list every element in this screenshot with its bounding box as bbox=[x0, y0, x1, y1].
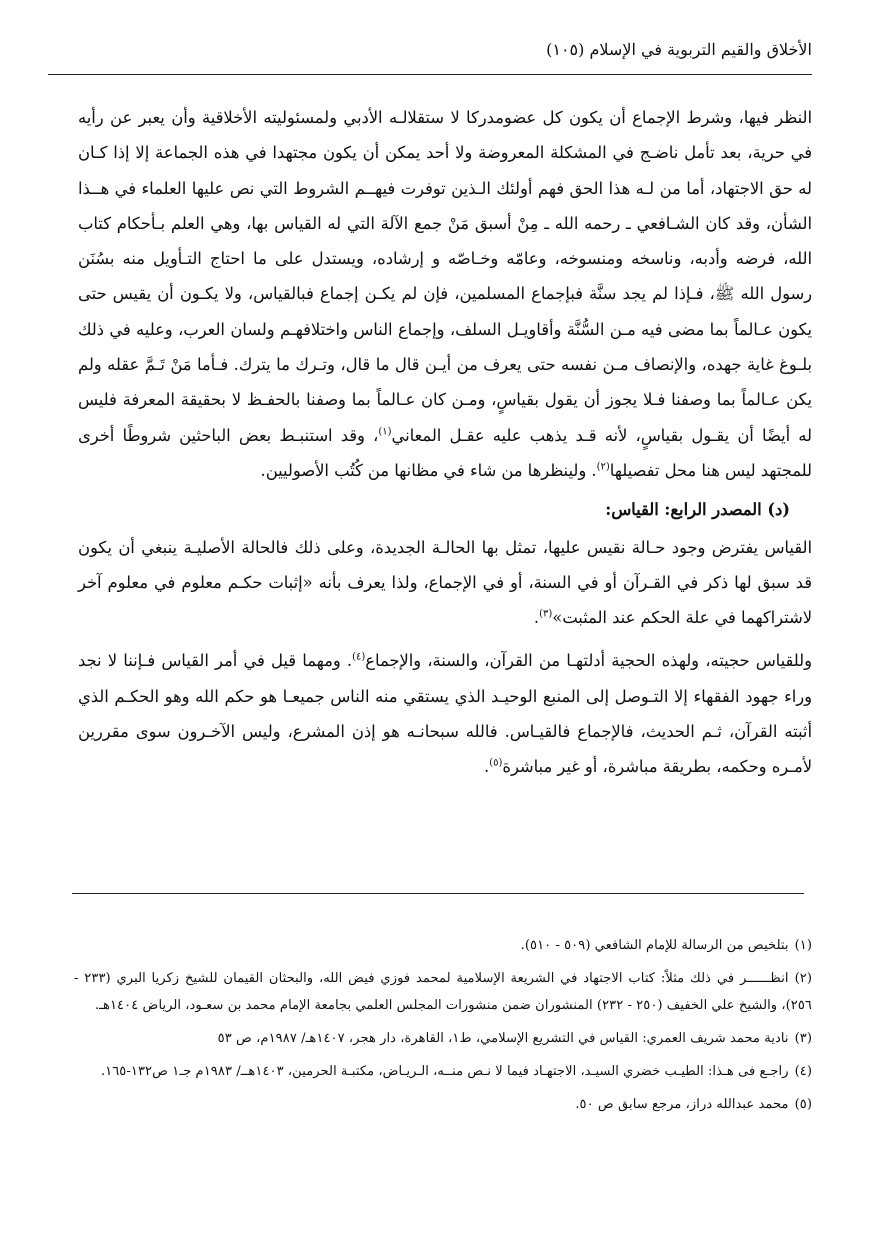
paragraph-1-text: النظر فيها، وشرط الإجماع أن يكون كل عضومدركا لا ستقلالـه الأدبي ولمسئوليته الأخلاقية وأن يعبر عن رأيه في حرية، بعد تأمل ناضـج في المشكلة المعروضة ولا أحد يمكن أن يكون مجتهدا في هذه الجماعة إلا إذا كـان له حق الاجتهاد، أما من لـه هذا الحق فهم أولئك الـذين توفرت فيهــم الشروط التي نص عليها العلماء في هــذا الشأن، وقد كان الشـافعي ـ رحمه الله ـ مِنْ أسبق مَنْ جمع الآلة التي له القياس بها، وهي العلم بـأحكام كتاب الله، فرضه وأدبه، وناسخه ومنسوخه، وعامّه وخـاصّه و إرشاده، ويستدل على ما احتاج التـأويل منه بسُنَن رسول الله ﷺ، فـإذا لم يجد سنَّة فبإجماع المسلمين، فإن لم يكـن إجماع فبالقياس، ولا يكـون أن يقيس حتى يكون عـالماً بما مضى فيه مـن السُّنَّة وأقاويـل السلف، وإجماع الناس واختلافهـم ولسان العرب، وعليه في ذلك بلـوغ غاية جهده، والإنصاف مـن نفسه حتى يعرف من أيـن قال ما قال، وتـرك ما يترك. فـأما مَنْ تَـمَّ عقله ولم يكن عـالماً بما وصفنا فـلا يجوز أن يقول بقياسٍ، ومـن كان عـالماً بما وصفنا بالحفـظ لا بحقيقة المعرفة فليس له أيضًا أن يقـول بقياسٍ، لأنه قـد يذهب عليه عقـل المعاني bbox=[78, 108, 812, 445]
footnote-4 bbox=[74, 1058, 812, 1085]
footnote-2 bbox=[74, 965, 812, 1019]
footnote-number: (٥) bbox=[794, 1097, 812, 1112]
footnote-ref-1[interactable]: (١) bbox=[378, 426, 392, 438]
footnote-5 bbox=[74, 1091, 812, 1118]
page-header bbox=[48, 40, 812, 68]
footnote-number: (٤) bbox=[794, 1064, 812, 1079]
paragraph-3-text: وللقياس حجيته، ولهذه الحجية أدلتهـا من القرآن، والسنة، والإجماع bbox=[365, 651, 812, 671]
paragraph-1-continuation: ، وقد استنبـط بعض الباحثين شروطًا أخرى للمجتهد ليس هنا محل تفصيلها bbox=[78, 425, 812, 480]
footnote-separator bbox=[72, 893, 804, 894]
footnote-text: محمد عبدالله دراز، مرجع سابق ص ٥٠. bbox=[575, 1097, 789, 1112]
paragraph-1-end: . ولينظرها من شاء في مظانها من كُتُب الأصوليين. bbox=[260, 460, 597, 480]
paragraph-2 bbox=[78, 530, 812, 636]
footnote-text: راجـع فى هـذا: الطيـب خضري السيـد، الاجتهـاد فيما لا نـص منــه، الـريـاض، مكتبـة الحرمين، ١٤٠٣هــ/ ١٩٨٣م جـ١ ص١٣٢-١٦٥. bbox=[100, 1064, 789, 1079]
section-heading: (د) المصدر الرابع: القياس: bbox=[605, 500, 790, 520]
footnote-ref-5[interactable]: (٥) bbox=[489, 757, 503, 769]
footnotes bbox=[74, 932, 812, 1124]
paragraph-2-text: القياس يفترض وجود حـالة نقيس عليها، تمثل بها الحالـة الجديدة، وعلى ذلك فالحالة الأصليـة ينبغي أن يكون قد سبق لها ذكر في القـرآن أو في السنة، أو في الإجماع، ولذا يعرف بأنه «إثبات حكـم معلوم في معلوم آخر لاشتراكهما في علة الحكم عند المثبت» bbox=[78, 537, 812, 628]
paragraph-3 bbox=[78, 643, 812, 784]
footnote-number: (٣) bbox=[794, 1031, 812, 1046]
paragraph-1 bbox=[78, 100, 812, 488]
paragraph-3-continuation: . ومهما قيل في أمر القياس فـإننا لا نجد وراء جهود الفقهاء إلا التـوصل إلى المنبع الوحيـد الذي يستقي منه الناس جميعـا هو حكم الله وهو الحكـم الذي أثبته القرآن، ثـم الحديث، فالإجماع فالقيـاس. فالله سبحانـه هو إذن المشرع، وليس الآخـرون سوى مقررين لأمـره وحكمه، بطريقة مباشرة، أو غير مباشرة bbox=[78, 651, 812, 777]
paragraph-2-end: . bbox=[533, 608, 540, 628]
footnote-text: نادية محمد شريف العمري: القياس في التشريع الإسلامي، ط١، القاهرة، دار هجر، ١٤٠٧هـ/ ١٩٨٧م، ص ٥٣ bbox=[217, 1031, 789, 1046]
footnote-number: (٢) bbox=[794, 971, 812, 986]
paragraph-3-end: . bbox=[484, 757, 490, 777]
main-text bbox=[78, 100, 812, 785]
footnote-1 bbox=[74, 932, 812, 959]
footnote-number: (١) bbox=[794, 938, 812, 953]
header-rule bbox=[48, 74, 812, 75]
footnote-text: انظــــــر في ذلك مثلاً: كتاب الاجتهاد في الشريعة الإسلامية لمحمد فوزي فيض الله، والبحثان القيمان للشيخ زكريا البري (٢٣٣ - ٢٥٦)، والشيخ علي الخفيف (٢٥٠ - ٢٣٢) المنشوران ضمن منشورات المجلس العلمي بجامعة الإمام محمد بن سعـود، الرياض ١٤٠٤هـ. bbox=[74, 971, 812, 1013]
footnote-ref-4[interactable]: (٤) bbox=[352, 652, 366, 664]
footnote-text: بتلخيص من الرسالة للإمام الشافعي (٥٠٩ - ٥١٠). bbox=[520, 938, 789, 953]
footnote-3 bbox=[74, 1025, 812, 1052]
footnote-ref-2[interactable]: (٢) bbox=[596, 461, 610, 473]
running-header-title: الأخلاق والقيم التربوية في الإسلام (١٠٥) bbox=[546, 40, 812, 59]
footnote-ref-3[interactable]: (٣) bbox=[539, 608, 553, 620]
